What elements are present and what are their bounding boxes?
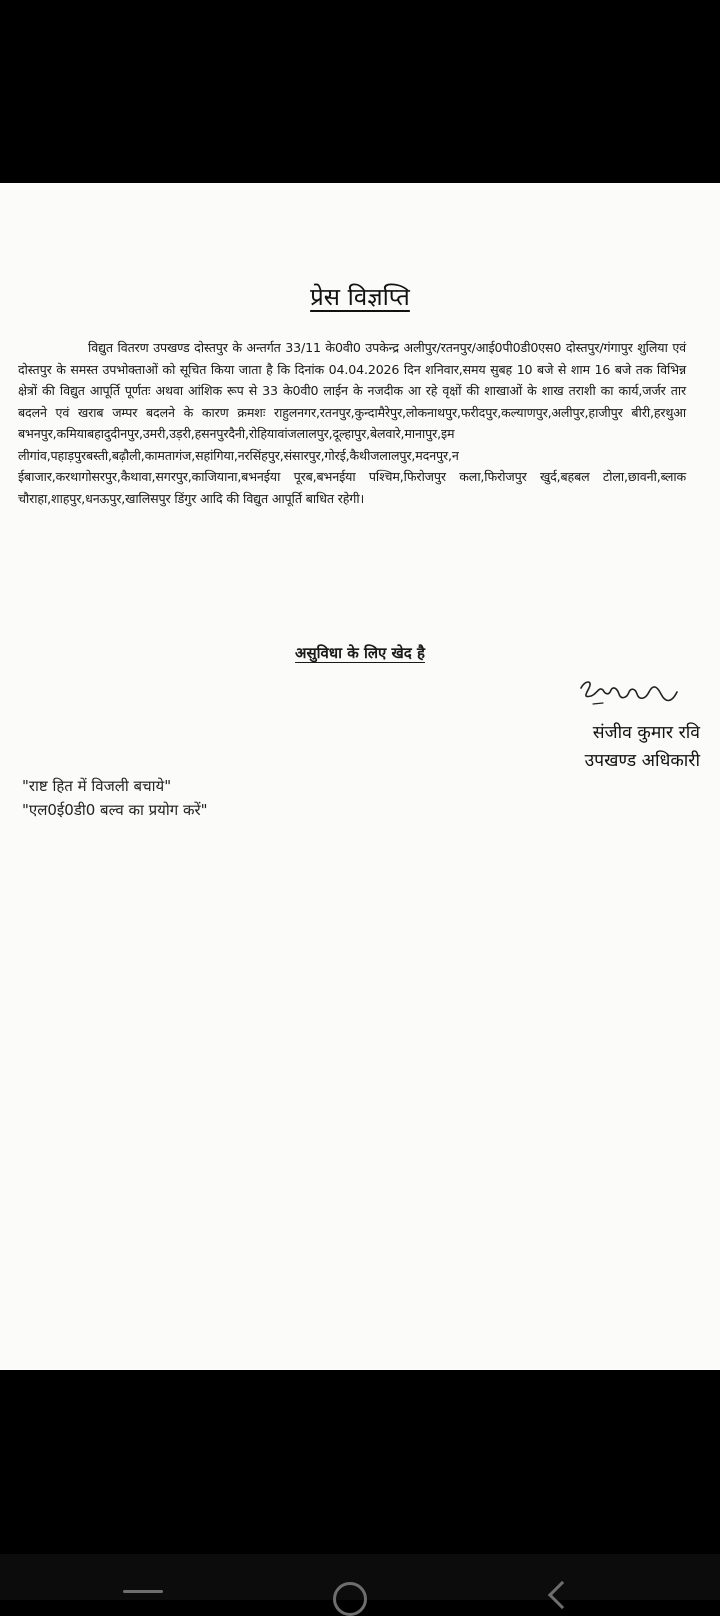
bottom-black-area (0, 1370, 720, 1554)
slogan-save-electricity: "राष्ट हित में विजली बचाये" (22, 777, 172, 795)
recents-icon[interactable] (123, 1590, 163, 1593)
regret-line: असुविधा के लिए खेद है (295, 644, 425, 662)
signer-name: संजीव कुमार रवि (592, 723, 700, 743)
notice-body: विद्युत वितरण उपखण्ड दोस्तपुर के अन्तर्गत 33/11 के0वी0 उपकेन्द्र अलीपुर/रतनपुर/आई0पी0डी0एस0 दोस्तपुर/गंगापुर शुलिया एवं दोस्तपुर के समस्त उपभोक्ताओं को सूचित किया जाता है कि दिनांक 04.04.2026 दिन शनिवार,समय सुबह 10 बजे से शाम 16 बजे तक विभिन्न क्षेत्रों की विद्युत आपूर्ति पूर्णतः अथवा आंशिक रूप से 33 के0वी0 लाईन के नजदीक आ रहे वृक्षों की शाखाओं के शाख तराशी का कार्य,जर्जर तार बदलने एवं खराब जम्पर बदलने के कारण क्रमशः राहुलनगर,रतनपुर,कुन्दामैरेपुर,लोकनाथपुर,फरीदपुर,कल्याणपुर,अलीपुर,हाजीपुर बीरी,हरथुआ बभनपुर,कमियाबहादुदीनपुर,उमरी,उड़री,हसनपुरदैनी,रोहियावांजलालपुर,दूल्हापुर,बेलवारे,मानापुर,इम लीगांव,पहाड़पुरबस्ती,बढ़ौली,कामतागंज,सहांगिया,नरसिंहपुर,संसारपुर,गोरई,कैथीजलालपुर,मदनपुर,न ईबाजार,करथागोसरपुर,कैथावा,सगरपुर,काजियाना,बभनईया पूरब,बभनईया पश्चिम,फिरोजपुर कला,फिरोजपुर खुर्द,बहबल टोला,छावनी,ब्लाक चौराहा,शाहपुर,धनऊपुर,खालिसपुर डिंगुर आदि की विद्युत आपूर्ति बाधित रहेगी। (18, 340, 686, 506)
home-icon[interactable] (333, 1582, 367, 1616)
document-paper (0, 183, 720, 1370)
slogan-use-led: "एल0ई0डी0 बल्व का प्रयोग करें" (22, 801, 208, 819)
top-black-area (0, 0, 720, 183)
signer-title: उपखण्ड अधिकारी (584, 751, 700, 771)
document-title: प्रेस विज्ञप्ति (310, 283, 410, 311)
signature (575, 674, 695, 714)
